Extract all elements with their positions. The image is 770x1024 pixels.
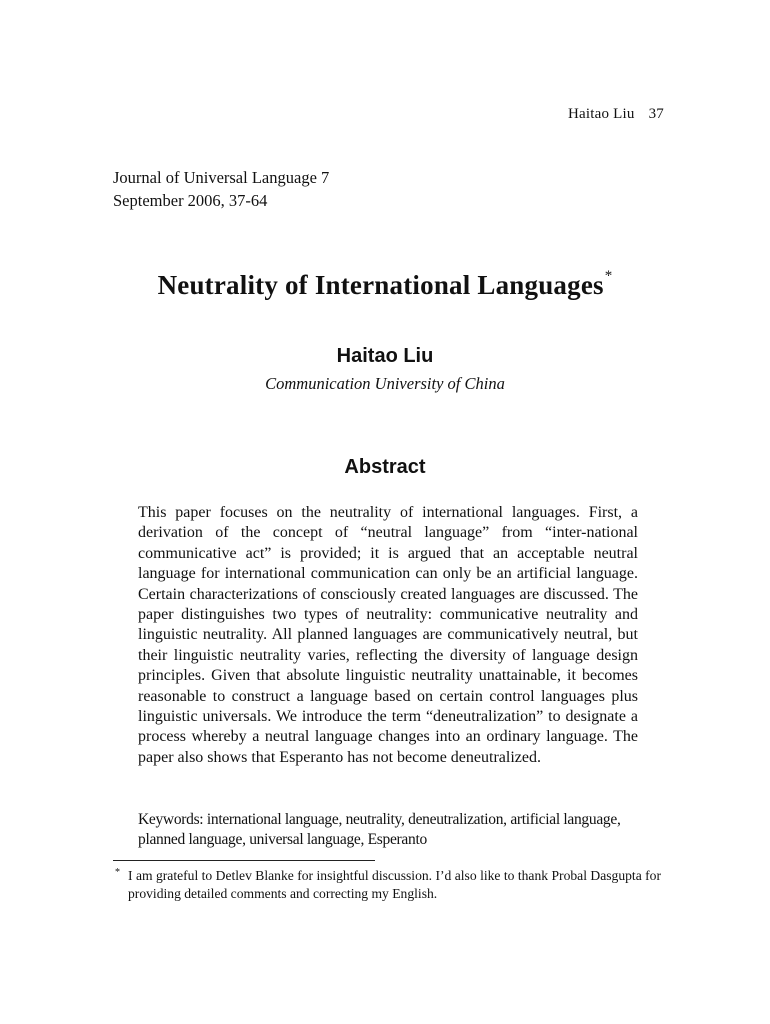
footnote-marker: * — [115, 867, 120, 878]
running-header — [568, 106, 664, 123]
abstract-body: This paper focuses on the neutrality of international languages. First, a derivation of the concept of “neutral language” from “inter-national communicative act” is provided; it is argued that an acceptable neutral language for international communication can only be an artificial language. Certain characterizations of consciously created languages are discussed. The paper distinguishes two types of neutrality: communicative neutrality and linguistic neutrality. All planned languages are communicatively neutral, but their linguistic neutrality varies, reflecting the diversity of language design principles. Given that absolute linguistic neutrality unattainable, it becomes reasonable to construct a language based on certain control languages plus linguistic universals. We introduce the term “deneutralization” to designate a process whereby a neutral language changes into an ordinary language. The paper also shows that Esperanto has not become deneutralized. — [138, 504, 638, 766]
paper-title-text: Neutrality of International Languages — [157, 270, 604, 300]
title-footnote-marker: * — [604, 268, 613, 284]
footnote — [113, 867, 661, 903]
journal-citation — [113, 166, 329, 212]
author-affiliation: Communication University of China — [265, 374, 505, 393]
paper-title — [0, 270, 770, 301]
footnote-divider — [113, 860, 375, 861]
author-name: Haitao Liu — [336, 345, 434, 367]
abstract-heading: Abstract — [344, 456, 426, 478]
journal-date-pages: September 2006, 37-64 — [113, 191, 268, 210]
page-number: 37 — [648, 106, 664, 122]
journal-name-volume: Journal of Universal Language 7 — [113, 168, 330, 187]
footnote-text: I am grateful to Detlev Blanke for insightful discussion. I’d also like to thank Probal Dasgupta for providing detailed comments and correcting my English. — [128, 868, 661, 901]
keywords: Keywords: international language, neutrality, deneutralization, artificial language, planned language, universal language, Esperanto — [138, 811, 621, 848]
running-header-author: Haitao Liu — [568, 106, 635, 122]
